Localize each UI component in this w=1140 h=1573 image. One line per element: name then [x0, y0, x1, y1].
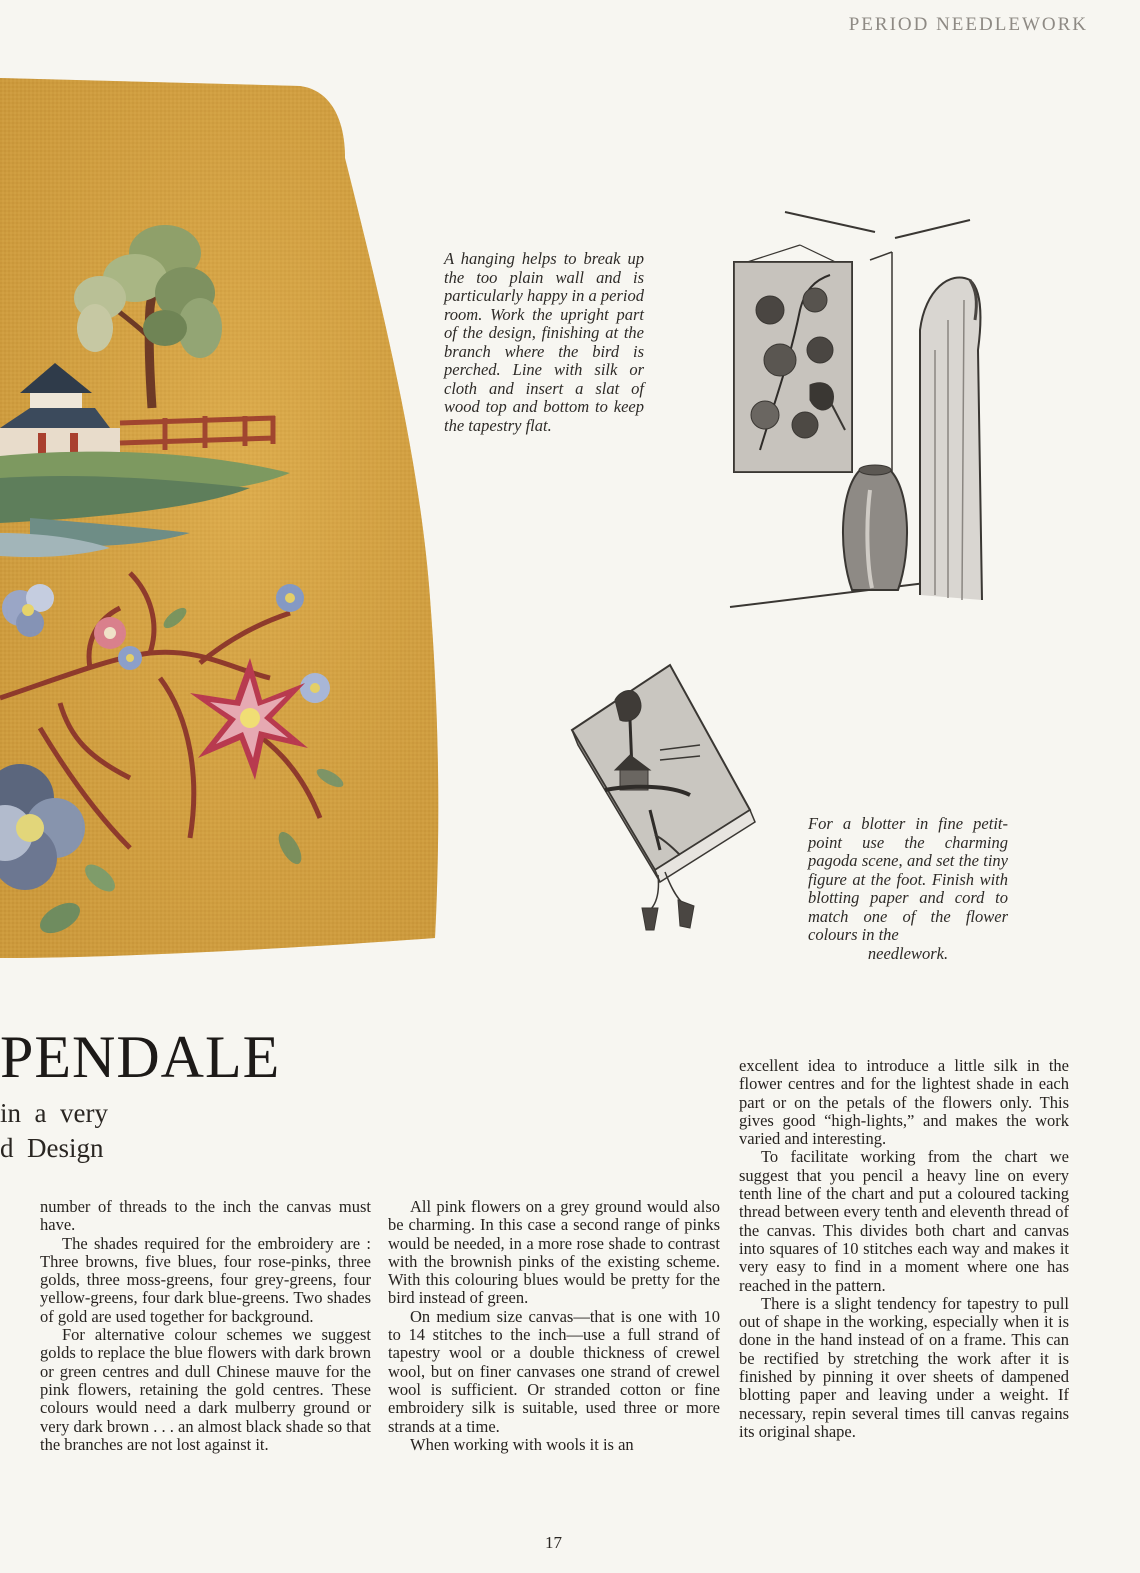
caption-blotter	[808, 815, 1008, 963]
paragraph: When working with wools it is an	[410, 1434, 634, 1454]
paragraph: The shades required for the embroidery are : Three browns, five blues, four rose-pinks, three golds, three moss-greens, four grey-greens, four yellow-greens, four dark blue-greens. Two shades of gold are used together for background.	[40, 1233, 371, 1326]
paragraph: All pink flowers on a grey ground would also be charming. In this case a second range of pinks would be needed, in a more rose shade to contrast with the brownish pinks of the existing scheme. With this colouring blues would be pretty for the bird instead of green.	[388, 1197, 720, 1308]
caption-blotter-last: needlework.	[867, 943, 949, 963]
paragraph: For alternative colour schemes we suggest golds to replace the blue flowers with dark brown or green centres and dull Chinese mauve for the pink flowers, retaining the gold centres. These colours would need a dark mulberry ground or very dark brown . . . an almost black shade so that the branches are not lost against it.	[40, 1325, 371, 1454]
paragraph: number of threads to the inch the canvas must have.	[40, 1197, 371, 1235]
article-subtitle-line2: d Design	[0, 1133, 104, 1163]
paragraph: On medium size canvas—that is one with 10 to 14 stitches to the inch—use a full strand of tapestry wool or a double thickness of crewel wool, but on finer canvases one strand of crewel wool is sufficient. Or stranded cotton or fine embroidery silk is suitable, used three or more strands at a time.	[388, 1306, 720, 1436]
vase	[843, 465, 907, 590]
body-column-1	[40, 1198, 371, 1454]
curtain	[920, 277, 982, 600]
article-subtitle-line1: in a very	[0, 1098, 108, 1128]
wall-hanging	[734, 245, 852, 472]
paragraph: To facilitate working from the chart we suggest that you pencil a heavy line on every tenth line of the chart and put a coloured tacking thread between every tenth and eleventh thread of the canvas. This divides both chart and canvas into squares of 10 stitches each way and makes it very easy to find in a moment where one has reached in the pattern.	[739, 1147, 1069, 1295]
tassels	[642, 872, 694, 930]
caption-blotter-text: For a blotter in fine petit-point use the charming pagoda scene, and set the tiny figure at the foot. Finish with blotting paper and cord to match one of the flower colours in the	[808, 814, 1008, 944]
body-column-2	[388, 1198, 720, 1454]
flower-pink-small	[94, 617, 126, 649]
running-head: PERIOD NEEDLEWORK	[848, 14, 1088, 35]
paragraph: excellent idea to introduce a little silk in the flower centres and for the lightest shade in each part or on the petals of the flowers only. This gives good “high-lights,” and makes the work varied and interesting.	[739, 1056, 1069, 1149]
blotter-illustration	[560, 660, 770, 935]
page-number: 17	[545, 1533, 562, 1552]
room-illustration	[720, 200, 990, 620]
caption-hanging: A hanging helps to break up the too plain wall and is particularly happy in a period room. Work the upright part of the design, finishing at the branch where the bird is perched. Line with silk or cloth and insert a slat of wood top and bottom to keep the tapestry flat.	[444, 249, 644, 435]
tapestry-image	[0, 78, 440, 978]
article-title: PENDALE	[0, 1024, 281, 1090]
body-column-3	[739, 1057, 1069, 1441]
paragraph: There is a slight tendency for tapestry to pull out of shape in the working, especially when it is done in the hand instead of on a frame. This can be rectified by stretching the work after it is finished by pinning it over sheets of dampened blotting paper and leaving under a weight. If necessary, repin several times till canvas regains its original shape.	[739, 1293, 1069, 1441]
